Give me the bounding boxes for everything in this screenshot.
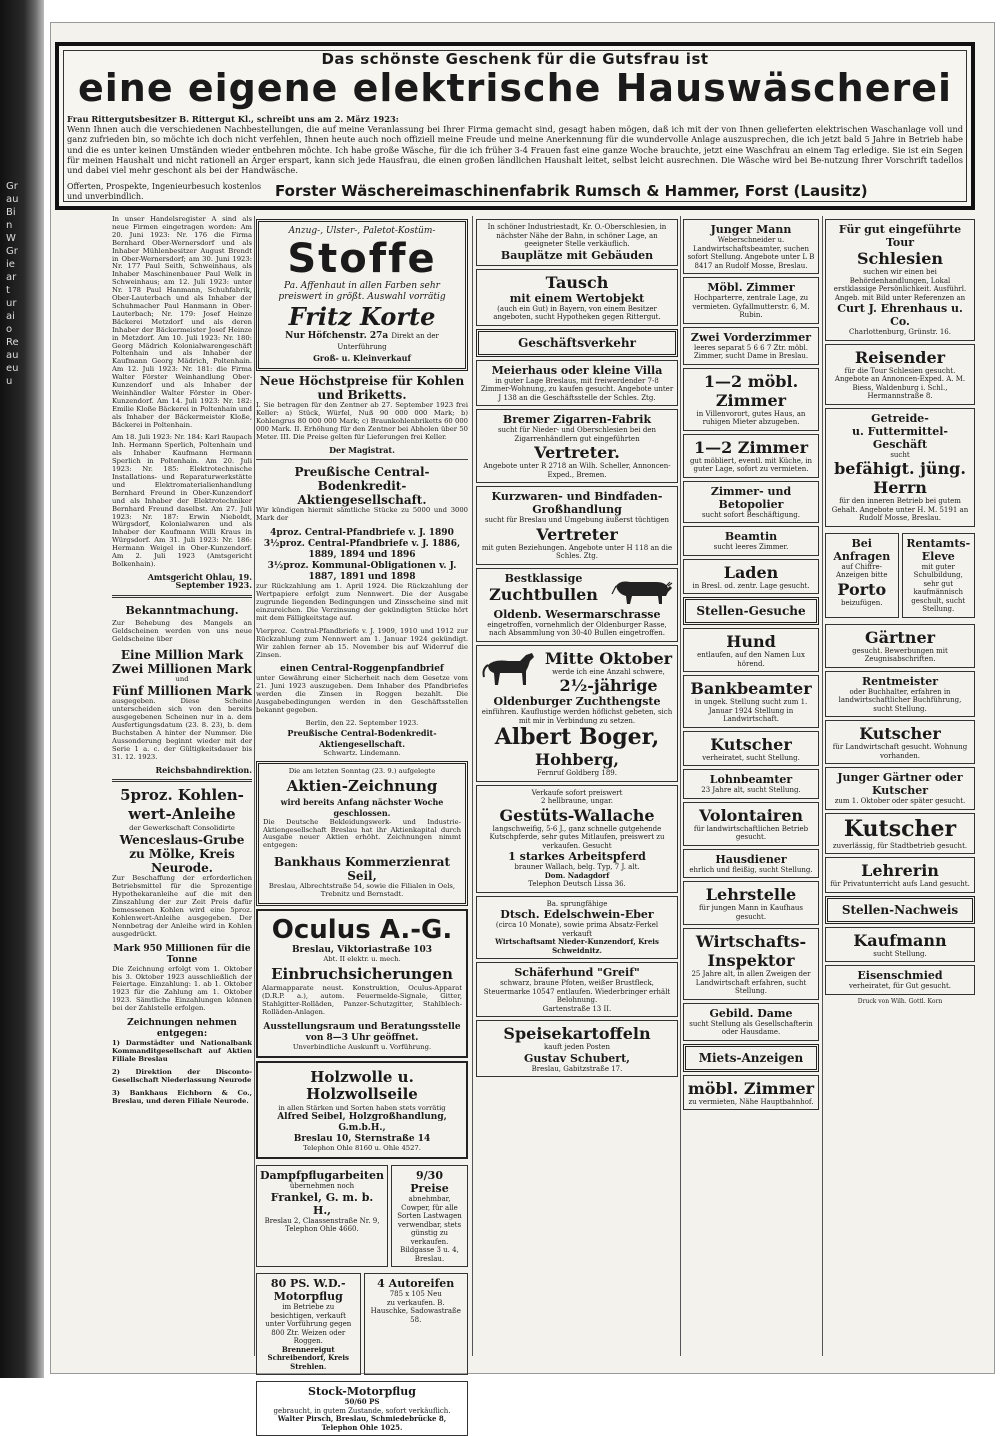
kurzwaren-ad: Kurzwaren- und Bindfaden-Großhandlung sucht für Breslau und Umgebung äußerst tüchtigen Vertreter mit guten Beziehungen. Angebote unter H 118 an die Schles. Ztg. xyxy=(476,486,678,565)
laden-ad: Laden in Bresl. od. zentr. Lage gesucht. xyxy=(683,559,819,595)
vorderzimmer-ad: Zwei Vorderzimmer leeres separat 5 6 6 7 Ztr. möbl. Zimmer, sucht Dame in Breslau. xyxy=(683,327,819,365)
korte-trade: Groß- u. Kleinverkauf xyxy=(313,353,411,363)
tour-schlesien-ad: Für gut eingeführte Tour Schlesien suchen wir einen bei Behördenhandlungen, Lokal erstklassige Persönlichkeit. Ausführl. Angeb. mit Bild unter Referenzen an Curt J. Ehrenhaus u. Co. Charlottenburg, Grünstr. 16. xyxy=(825,219,975,341)
stellen-gesuche-header: Stellen-Gesuche xyxy=(683,597,819,625)
zimmer-villenvorort-ad: 1—2 möbl. Zimmer in Villenvorort, gutes Haus, an ruhigen Mieter abzugeben. xyxy=(683,368,819,431)
banner-offers: Offerten, Prospekte, Ingenieurbesuch kostenlos und unverbindlich. xyxy=(67,182,262,201)
stoffe-word: Stoffe xyxy=(287,236,437,282)
stock-motorpflug-ad: Stock-Motorpflug 50/60 PS gebraucht, in gutem Zustande, sofort verkäuflich. Walter Pirsch, Breslau, Schmiedebrücke 8, Telephon Ohle 1025. xyxy=(256,1381,468,1436)
getreide-ad: Getreide- u. Futtermittel-Geschäft sucht befähigt. jüng. Herrn für den inneren Betrieb bei gutem Gehalt. Angebote unter H. M. 5191 an Rudolf Mosse, Breslau. xyxy=(825,408,975,527)
kohlen-body: I. Sie betragen für den Zentner ab 27. September 1923 frei Keller: a) Stück, Würfel, Nuß 90 000 000 Mark; b) Kohlengrus 80 000 000 Mark; c) Braunkohlenbriketts 60 000 000 Mark. II. Erhöhung für den Zentner bei Abholen über 50 Meter. III. Die Preise gelten für Lieferungen frei Keller. xyxy=(256,401,468,441)
banner-ad xyxy=(55,42,975,210)
gebild-dame-ad: Gebild. Dame sucht Stellung als Gesellschafterin oder Hausdame. xyxy=(683,1003,819,1041)
volontairen-ad: Volontairen für landwirtschaftlichen Betrieb gesucht. xyxy=(683,802,819,846)
hund-ad: Hund entlaufen, auf den Namen Lux hörend. xyxy=(683,628,819,672)
pcbk-body-2: Vierproz. Central-Pfandbriefe v. J. 1909, 1910 und 1912 zur Rückzahlung zum Nennwert am 1. Januar 1924 gekündigt. Wir zahlen ferner ab 15. November bis auf Widerruf die Zinsen. xyxy=(256,626,468,659)
banner-firm: Forster Wäschereimaschinenfabrik Rumsch & Hammer, Forst (Lausitz) xyxy=(275,182,868,200)
rentamts-eleve-ad: Rentamts-Eleve mit guter Schulbildung, sehr gut kaufmännisch geschult, sucht Stellung. xyxy=(902,533,976,618)
bekanntmachung-title: Bekanntmachung. xyxy=(125,603,239,617)
zimmer-kueche-ad: 1—2 Zimmer gut möbliert, eventl. mit Küche, in guter Lage, sofort zu vermieten. xyxy=(683,434,819,478)
kartoffeln-ad: Speisekartoffeln kauft jeden Posten Gustav Schubert, Breslau, Gabitzstraße 17. xyxy=(476,1020,678,1077)
betopolier-ad: Zimmer- und Betopolier sucht sofort Beschäftigung. xyxy=(683,481,819,524)
korte-name: Fritz Korte xyxy=(288,302,436,331)
banner-top-line: Das schönste Geschenk für die Gutsfrau ist xyxy=(321,50,709,68)
oculus-main: Einbruchsicherungen xyxy=(271,965,453,983)
million-5: Fünf Millionen Mark xyxy=(112,684,252,699)
zeichnung-2: 2) Direktion der Disconto-Gesellschaft Niederlassung Neurode xyxy=(112,1067,252,1084)
pcbk-body: zur Rückzahlung am 1. April 1924. Die Rückzahlung der Wertpapiere erfolgt zum Nennwert. Die der Ausgabe zugrunde liegenden Bedingungen und Zinsscheine sind mit einzureichen. Die Verzinsung der gekündigten Stücke hört mit dem Fälligkeitstage auf. xyxy=(256,582,468,622)
korte-address: Nur Höfchenstr. 27a Direkt an der Unterführung xyxy=(285,331,439,351)
junger-mann-ad: Junger Mann Weberschneider u. Landwirtschaftsbeamter, suchen sofort Stellung. Angebote unter L B 8417 an Rudolf Mosse, Breslau. xyxy=(683,219,819,274)
moebl-zimmer-2-ad: möbl. Zimmer zu vermieten, Nähe Hauptbahnhof. xyxy=(683,1075,819,1111)
rentmeister-ad: Rentmeister oder Buchhalter, erfahren in landwirtschaftlicher Buchführung, sucht Stellung. xyxy=(825,671,975,718)
gaertner-kutscher-ad: Junger Gärtner oder Kutscher zum 1. Oktober oder später gesucht. xyxy=(825,767,975,810)
kutscher-ad: Kutscher verheiratet, sucht Stellung. xyxy=(683,731,819,767)
bank-name: Bankhaus Kommerzienrat Seil, xyxy=(273,855,450,884)
holzwolle-title: Holzwolle u. Holzwollseile xyxy=(306,1067,418,1103)
aktien-title: Aktien-Zeichnung xyxy=(286,776,438,795)
lohnbeamter-ad: Lohnbeamter 23 Jahre alt, sucht Stellung. xyxy=(683,769,819,799)
magistrat-signature: Der Magistrat. xyxy=(329,444,395,455)
lehrerin-ad: Lehrerin für Privatunterricht aufs Land gesucht. xyxy=(825,857,975,893)
horse-illustration xyxy=(480,651,540,687)
anleihe-title-2: wert-Anleihe xyxy=(128,805,236,824)
zeichnung-title: Zeichnungen nehmen entgegen: xyxy=(127,1018,237,1040)
printer-footer: Druck von Wilh. Gottl. Korn xyxy=(857,997,943,1005)
hausdiener-ad: Hausdiener ehrlich und fleißig, sucht Stellung. xyxy=(683,849,819,879)
und: und xyxy=(175,675,189,684)
banner-bottom xyxy=(67,182,963,208)
registry-entry: In unser Handelsregister A sind als neue Firmen eingetragen worden: Am 20. Juni 1923: Nr. 176 die Firma Bernhard Ober-Wernersdorf und als Inhaber Mühlenbesitzer August Brendt in Ober-Wernersdorf; am 30. Juni 1923: Nr. 177 Paul Seith, Schweinhaus, als Inhaber Maschinenbauer Paul Welk in Schweinhaus; am 12. Juli 1923: unter Nr. 178 Paul Hanmann, Schuhfabrik, Ober-Lauterbach und als Inhaber der Schuhmacher Paul Hanmann in Ober-Lauterbach; Nr. 179: Josef Heinze Bäckerei Metzdorf und als deren Inhaber der Bäckermeister Josef Heinze in Metzdorf. Am 10. Juli 1923: Nr. 180: Georg Mädrich Kolonialwarengeschäft Poltenhain und als Inhaber der Kaufmann Georg Mädrich, Poltenhain. Am 12. Juli 1923: Nr. 181: die Firma Walter Förster Weinhandlung Ober-Kunzendorf und als Inhaber der Weinhändler Walter Förster in Ober-Kunzendorf. Am 14. Juli 1923: Nr. 182: Emilie Kloße Bäckerei in Poltenhain und als Inhaber der Bäckermeister Kloße, Bäckerei in Poltenhain. xyxy=(112,215,252,429)
pcbk-date: Berlin, den 22. September 1923. xyxy=(305,718,419,727)
pcbk-line-2: 3½proz. Central-Pfandbriefe v. J. 1886, 1889, 1894 und 1896 xyxy=(263,539,461,561)
bekanntmachung-body: ausgegeben. Diese Scheine unterscheiden sich von den bereits ausgegebenen Scheinen nur in a. dem Ausfertigungsdatum (23. 8. 23), b. dem Buchstaben A hinter der Nummer. Die Aussonderung beginnt wieder mit der Serie 1 a. c. der Gültigkeitsdauer bis 31. 12. 1923. xyxy=(112,697,252,761)
column-5 xyxy=(825,216,975,1356)
bauplaetze-ad: In schöner Industriestadt, Kr. O.-Oberschlesien, in nächster Nähe der Bahn, in schöner Lage, an geeigneter Stelle verkäuflich. Bauplätze mit Gebäuden xyxy=(476,219,678,266)
villa-ad: Meierhaus oder kleine Villa in guter Lage Breslaus, mit freiwerdender 7-8 Zimmer-Wohnung, zu kaufen gesucht. Angebote unter J 138 an die Geschäftsstelle der Schles. Ztg. xyxy=(476,360,678,407)
preise-ad: 9/30 Preise abnehmbar, Cowper, für alle Sorten Lastwagen verwendbar, stets günstig zu verkaufen. Bildgasse 3 u. 4, Breslau. xyxy=(391,1165,468,1267)
zeichnung-1: 1) Darmstädter und Nationalbank Kommanditgesellschaft auf Aktien Filiale Breslau xyxy=(112,1039,252,1063)
aktien-ad: Die am letzten Sonntag (23. 9.) aufgelegte Aktien-Zeichnung wird bereits Anfang nächster Woche geschlossen. Die Deutsche Bekleidungswerk- und Industrie-Aktiengesellschaft Breslau hat ihr Aktienkapital durch Ausgabe neuer Aktien erhöht. Zeichnungen nimmt entgegen: Bankhaus Kommerzienrat Seil, Breslau, Albrechtstraße 54, sowie die Filialen in Oels, Trebnitz und Bernstadt. xyxy=(256,761,468,906)
porto-notice: Bei Anfragen auf Chiffre-Anzeigen bitte Porto beizufügen. xyxy=(825,533,899,618)
gewerkschaft-line: der Gewerkschaft Consolidirte xyxy=(129,824,235,833)
column-3 xyxy=(476,216,678,1356)
stoffe-ad xyxy=(256,219,468,371)
miets-anzeigen-header: Miets-Anzeigen xyxy=(683,1044,819,1072)
amtsgericht-signature: Amtsgericht Ohlau, 19. September 1923. xyxy=(147,571,252,590)
oculus-ad: Oculus A.-G. Breslau, Viktoriastraße 103 Abt. II elektr. u. mech. Einbruchsicherungen Alarmapparate neust. Konstruktion, Oculus-Apparat (D.R.P. a.), autom. Feuermelde-Signale, Gitter, Stahlgitter-Rolläden, Panzer-Schutzgitter, Stahlblech-Rolläden-Anlagen. Ausstellungsraum und Beratungsstelle von 8—3 Uhr geöffnet. Unverbindliche Auskunft u. Vorführung. xyxy=(256,909,468,1057)
pcbk-names: Schwartz. Lindemann. xyxy=(323,748,401,757)
roggen-title: einen Central-Roggenpfandbrief xyxy=(280,664,444,675)
bekanntmachung-intro: Zur Behebung des Mangels an Geldscheinen werden von uns neue Geldscheine über xyxy=(112,618,252,643)
oculus-title: Oculus A.-G. xyxy=(271,915,453,946)
ad-row xyxy=(256,1162,468,1270)
kutscher-stadt-ad: Kutscher zuverlässig, für Stadtbetrieb gesucht. xyxy=(825,813,975,855)
bull-illustration xyxy=(610,574,674,606)
gaertner-ad: Gärtner gesucht. Bewerbungen mit Zeugnisabschriften. xyxy=(825,624,975,668)
geschaeftsverkehr-header: Geschäftsverkehr xyxy=(476,329,678,357)
column-1 xyxy=(112,216,252,1356)
dampfpflug-ad: Dampfpflugarbeiten übernehmen noch Frankel, G. m. b. H., Breslau 2, Claassenstraße Nr. 9, Telephon Ohle 4660. xyxy=(256,1165,388,1267)
hengste-ad: Mitte Oktober werde ich eine Anzahl schwere, 2½-jährige Oldenburger Zuchthengste einführen. Kauflustige werden höflichst gebeten, sich mit mir in Verbindung zu setzen. Albert Boger, Hohberg, Fernruf Goldberg 189. xyxy=(476,645,678,782)
motorpflug-ad: 80 PS. W.D.-Motorpflug im Betriebe zu besichtigen, verkauft unter Vorführung gegen 800 Ztr. Weizen oder Roggen. Brennereigut Schreibendorf, Kreis Strehlen. xyxy=(256,1273,361,1375)
anleihe-body-2: Die Zeichnung erfolgt vom 1. Oktober bis 3. Oktober 1923 ausschließlich der Feiertage. Einzahlung: 1. ab 1. Oktober 1923 für die Zahlung am 1. Oktober 1923. Sämtliche Einzahlungen können bei der Zahlstelle erfolgen. xyxy=(112,964,252,1013)
side-fragments: Gr au Bi n W Gr ie ar t ur ai o Re au eu u xyxy=(6,181,19,387)
kutscher-landwirtschaft-ad: Kutscher für Landwirtschaft gesucht. Wohnung vorhanden. xyxy=(825,720,975,764)
anleihe-mark: Mark 950 Millionen für die Tonne xyxy=(113,943,251,965)
stoffe-top: Anzug-, Ulster-, Paletot-Kostüm- xyxy=(288,226,436,236)
pcbk-line-3: 3½proz. Kommunal-Obligationen v. J. 1887, 1891 und 1898 xyxy=(267,561,457,583)
million-1: Eine Million Mark xyxy=(120,648,244,663)
autoreifen-ad: 4 Autoreifen 785 x 105 Neu zu verkaufen. B. Hauschke, Sadowastraße 58. xyxy=(364,1273,469,1375)
bankbeamter-ad: Bankbeamter in ungek. Stellung sucht zum 1. Januar 1924 Stellung in Landwirtschaft. xyxy=(683,675,819,728)
boger-name: Albert Boger, xyxy=(494,724,660,750)
holzwolle-ad: Holzwolle u. Holzwollseile in allen Stärken und Sorten haben stets vorrätig Alfred Seibel, Holzgroßhandlung, G.m.b.H., Breslau 10, Sternstraße 14 Telephon Ohle 8160 u. Ohle 4527. xyxy=(256,1061,468,1160)
registry-entry: Am 18. Juli 1923: Nr. 184: Karl Raupach Inh. Hermann Sperlich, Poltenhain und als Inhaber Kaufmann Hermann Sperlich in Poltenhain. Am 20. Juli 1923: Nr. 185: Elektrotechnische Installations- und Reparaturwerkstätte und Elektromaterialienhandlung Bernhard Freund in Ober-Kunzendorf und als Inhaber der Elektrotechniker Bernhard Freund daselbst. Am 27. Juli 1923: Nr. 187: Erwin Nieboldt, Würgsdorf, Kolonialwaren und als Inhaber der Kaufmann Willi Kraus in Würgsdorf. Am 31. Juli 1923: Nr. 186: Hermann Weigel in Ober-Kunzendorf. Am 2. Juli 1923 (Amtsgericht Bolkenhain). xyxy=(112,433,252,568)
beamtin-ad: Beamtin sucht leeres Zimmer. xyxy=(683,526,819,556)
lehrstelle-ad: Lehrstelle für jungen Mann in Kaufhaus gesucht. xyxy=(683,881,819,925)
column-4 xyxy=(683,216,819,1356)
pcbk-intro: Wir kündigen hiermit sämtliche Stücke zu 5000 und 3000 Mark der xyxy=(256,506,468,523)
reisender-ad: Reisender für die Tour Schlesien gesucht. Angebote an Annoncen-Exped. A. M. Biess, Waldenburg i. Schl., Hermannstraße 8. xyxy=(825,344,975,405)
tausch-ad: Tausch mit einem Wertobjekt (auch ein Gut) in Bayern, von einem Besitzer angeboten, sucht Hypotheken gegen Rittergut. xyxy=(476,269,678,326)
anleihe-title-1: 5proz. Kohlen- xyxy=(120,786,244,805)
pcbk-signature: Preußische Central-Bodenkredit-Aktiengesellschaft. xyxy=(287,727,437,749)
zuchtbullen-ad: Bestklassige Zuchtbullen Oldenb. Wesermarschrasse eingetroffen, vornehmlich der Oldenburger Rasse, nach Absammlung von 30-40 Bullen eingetroffen. xyxy=(476,568,678,642)
moelke-neurode: zu Mölke, Kreis Neurode. xyxy=(129,847,235,876)
anleihe-body: Zur Beschaffung der erforderlichen Betriebsmittel für die Sprozentige Hypothekaranleihe auf die mit den Zinszahlung der zur Zeit Preis dafür bemessenen Kohlen wird eine 5proz. Kohlenwert-Anleihe ausgegeben. Der Nennbetrag der Anleihe wird in Kohlen ausgedrückt. xyxy=(112,874,252,938)
wallache-ad: Verkaufe sofort preiswert 2 hellbraune, ungar. Gestüts-Wallache langschweifig, 5-6 J., ganz schnelle gutgehende Kutschpferde, sehr gutes Mitlaufen, preiswert zu verkaufen. Gesucht 1 starkes Arbeitspferd brauner Wallach, belg. Typ, 7 J. alt. Dom. Nadagdorf Telephon Deutsch Lissa 36. xyxy=(476,785,678,893)
kohlen-title: Neue Höchstpreise für Kohlen und Briketts. xyxy=(259,374,465,402)
zeichnung-3: 3) Bankhaus Eichborn & Co., Breslau, und deren Filiale Neurode. xyxy=(112,1088,252,1105)
pcbk-line-1: 4proz. Central-Pfandbriefe v. J. 1890 xyxy=(270,528,454,539)
reichsbahn-signature: Reichsbahndirektion. xyxy=(155,764,252,775)
inspektor-ad: Wirtschafts-Inspektor 25 Jahre alt, in allen Zweigen der Landwirtschaft erfahren, sucht Stellung. xyxy=(683,928,819,1000)
stellen-nachweis-header: Stellen-Nachweis xyxy=(825,896,975,924)
ad-row xyxy=(256,1270,468,1378)
eisenschmied-ad: Eisenschmied verheiratet, für Gut gesucht. xyxy=(825,965,975,995)
roggen-body: unter Gewährung einer Sicherheit nach dem Gesetze vom 21. Juni 1923 auszugeben. Dem Inhaber des Pfandbriefes werden die Zinsen in Roggen bezahlt. Die Ausgabebedingungen werden in den Geschäftsstellen bekannt gegeben. xyxy=(256,674,468,715)
kaufmann-ad: Kaufmann sucht Stellung. xyxy=(825,927,975,963)
ad-row xyxy=(825,530,975,621)
stoffe-sub: Pa. Affenhaut in allen Farben sehr preiswert in größt. Auswahl vorrätig xyxy=(278,281,446,302)
moebl-zimmer-ad: Möbl. Zimmer Hochparterre, zentrale Lage, zu vermieten. Gyfallmutterstr. 6, M. Rubin. xyxy=(683,277,819,324)
eber-ad: Ba. sprungfähige Dtsch. Edelschwein-Eber (circa 10 Monate), sowie prima Absatz-Ferkel verkauft Wirtschaftsamt Nieder-Kunzendorf, Kreis Schweidnitz. xyxy=(476,896,678,960)
wenceslaus-grube: Wenceslaus-Grube xyxy=(119,833,245,848)
banner-quote: Frau Rittergutsbesitzer B. Rittergut Kl., schreibt uns am 2. März 1923: Wenn Ihnen auch die verschiedenen Nachbestellungen, die auf meine Veranlassung bei Ihrer Firma gemacht sind, gesagt haben mögen, daß ich mit der von Ihnen gelieferten elektrischen Waschanlage voll und ganz zufrieden bin, so möchte ich doch nicht verfehlen, Ihnen heute auch noch offiziell meine Freude und meine Anerkennung für die wundervolle Anlage auszusprechen, die ich jetzt bald 5 Jahre in Betrieb habe und die es unter keinen Umständen wieder entbehren möchte. Ich habe große Wäsche, für die ich früher 3-4 Frauen fast eine ganze Woche brauchte, jetzt eine Waschfrau an einem Tag erledige. Sie ist ein Segen für meinen Haushalt und nicht rationell an Ärger erspart, kann sich jede Hausfrau, die einen großen ländlichen Haushalt leitet, selbst leicht ausrechnen. Die Wäsche wird bei Be-nutzung Ihrer Vorschrift tadellos und dabei viel mehr geschont als bei der Handwäsche. xyxy=(67,114,963,176)
schaeferhund-ad: Schäferhund "Greif" schwarz, braune Pfoten, weißer Brustfleck, Steuermarke 10547 entlaufen. Wiederbringer erhält Belohnung. Gartenstraße 13 II. xyxy=(476,962,678,1017)
zigarren-ad: Bremer Zigarren-Fabrik sucht für Nieder- und Oberschlesien bei den Zigarrenhändlern gut eingeführten Vertreter. Angebote unter R 2718 an Wilh. Scheller, Annoncen-Exped., Bremen. xyxy=(476,409,678,483)
million-2: Zwei Millionen Mark xyxy=(112,662,252,677)
column-2 xyxy=(256,216,468,1432)
banner-headline: eine eigene elektrische Hauswäscherei xyxy=(77,66,953,110)
pcbk-title: Preußische Central-Bodenkredit-Aktiengesellschaft. xyxy=(294,465,430,508)
